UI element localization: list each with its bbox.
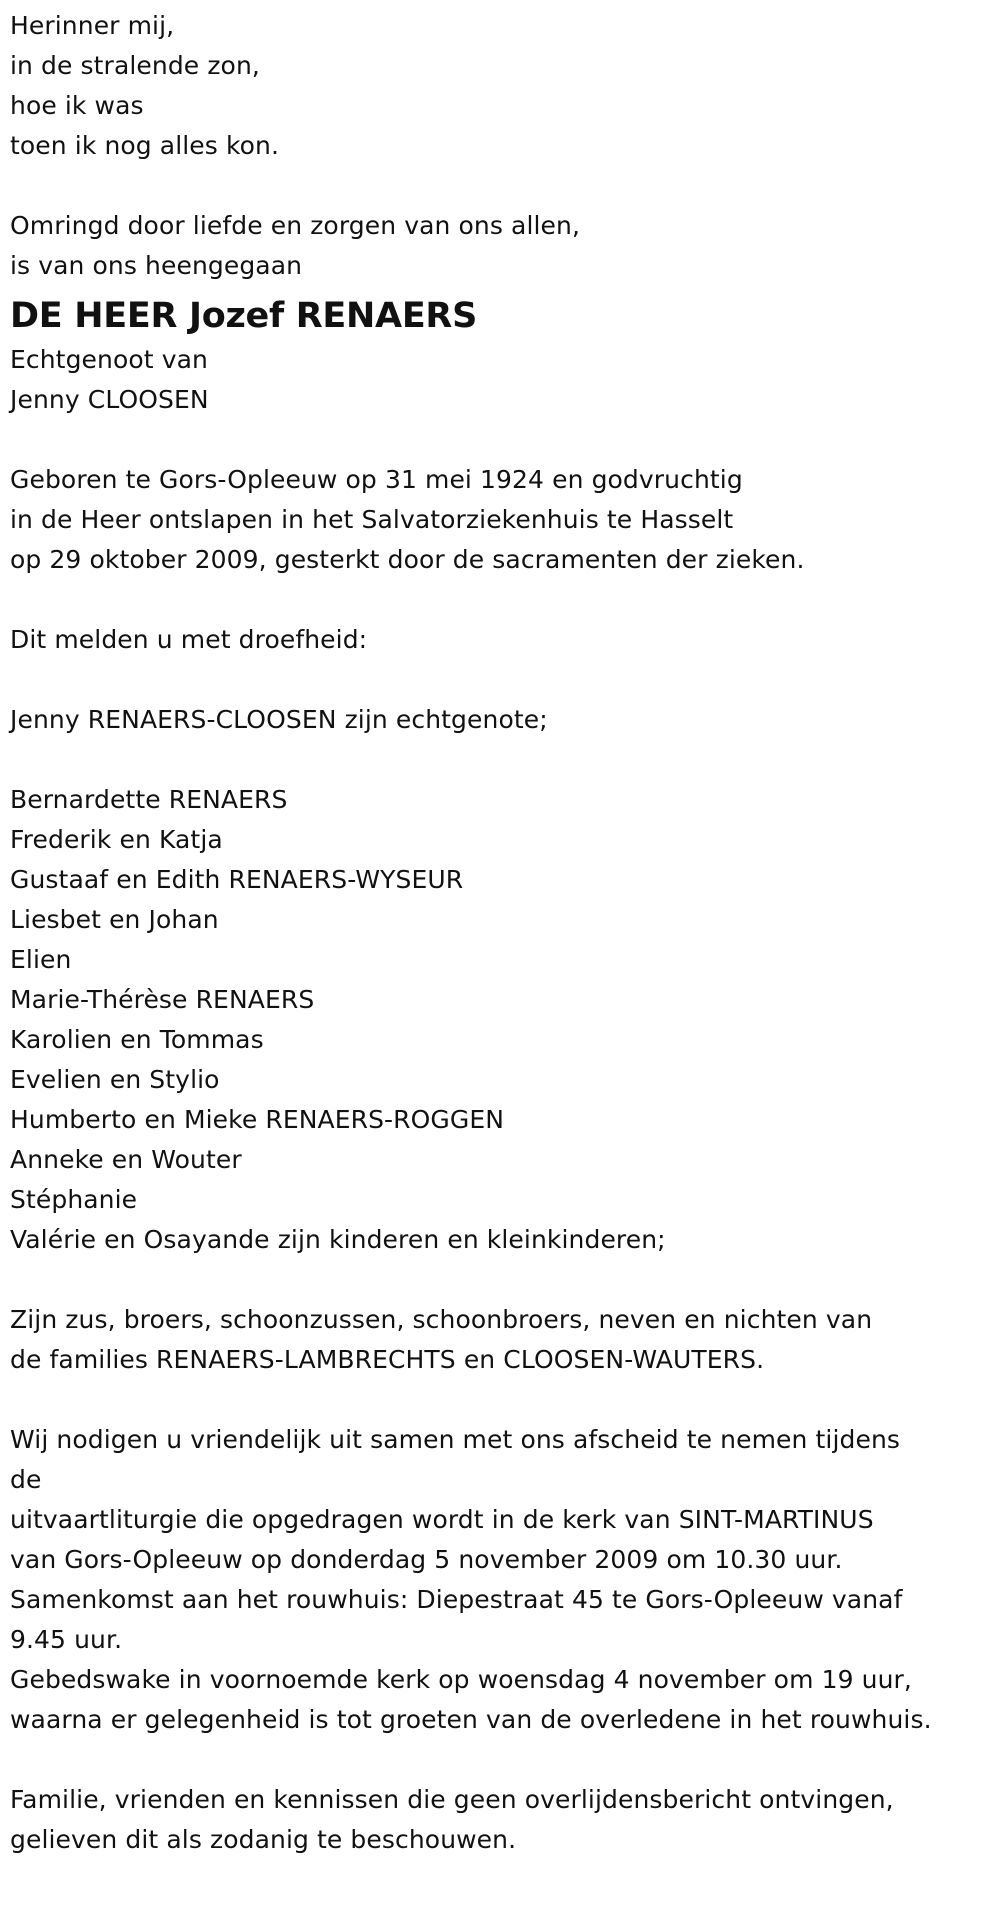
poem-line: hoe ik was [10,91,144,120]
spouse-line: Jenny CLOOSEN [10,385,209,414]
poem-line: Herinner mij, [10,11,175,40]
funeral-invitation [10,1420,990,1740]
spacer [10,1260,990,1300]
spacer [10,660,990,700]
spacer [10,1380,990,1420]
birth-death-line: op 29 oktober 2009, gesterkt door de sacramenten der zieken. [10,545,805,574]
closing-line: gelieven dit als zodanig te beschouwen. [10,1825,517,1854]
invitation-line: Gebedswake in voornoemde kerk op woensdag 4 november om 19 uur, [10,1665,912,1694]
intro [10,206,990,286]
spouse-info [10,340,990,420]
list-item: Evelien en Stylio [10,1065,220,1094]
deceased-name: DE HEER Jozef RENAERS [10,296,477,336]
spouse-line: Echtgenoot van [10,345,208,374]
family-line: Zijn zus, broers, schoonzussen, schoonbroers, neven en nichten van [10,1305,873,1334]
spacer [10,420,990,460]
widow: Jenny RENAERS-CLOOSEN zijn echtgenote; [10,705,548,734]
list-item: Bernardette RENAERS [10,785,288,814]
list-item: Valérie en Osayande zijn kinderen en kleinkinderen; [10,1225,666,1254]
closing-line: Familie, vrienden en kennissen die geen overlijdensbericht ontvingen, [10,1785,894,1814]
list-item: Karolien en Tommas [10,1025,264,1054]
poem [10,6,990,166]
invitation-line: Samenkomst aan het rouwhuis: Diepestraat 45 te Gors-Opleeuw vanaf [10,1585,903,1614]
list-item: Frederik en Katja [10,825,223,854]
spacer [10,166,990,206]
intro-line: is van ons heengegaan [10,251,303,280]
list-item: Humberto en Mieke RENAERS-ROGGEN [10,1105,505,1134]
poem-line: in de stralende zon, [10,51,260,80]
birth-death-line: in de Heer ontslapen in het Salvatorziekenhuis te Hasselt [10,505,734,534]
birth-death-info [10,460,990,580]
spacer [10,740,990,780]
intro-line: Omringd door liefde en zorgen van ons allen, [10,211,581,240]
list-item: Marie-Thérèse RENAERS [10,985,315,1014]
list-item: Stéphanie [10,1185,138,1214]
closing-note [10,1780,990,1860]
invitation-line: 9.45 uur. [10,1625,123,1654]
invitation-line: van Gors-Opleeuw op donderdag 5 november 2009 om 10.30 uur. [10,1545,843,1574]
list-item: Liesbet en Johan [10,905,219,934]
list-item: Elien [10,945,72,974]
extended-family [10,1300,990,1380]
list-item: Gustaaf en Edith RENAERS-WYSEUR [10,865,464,894]
spacer [10,580,990,620]
children-list [10,780,990,1260]
invitation-line: de [10,1465,42,1494]
family-line: de families RENAERS-LAMBRECHTS en CLOOSEN-WAUTERS. [10,1345,765,1374]
announcement: Dit melden u met droefheid: [10,625,368,654]
poem-line: toen ik nog alles kon. [10,131,280,160]
birth-death-line: Geboren te Gors-Opleeuw op 31 mei 1924 en godvruchtig [10,465,743,494]
invitation-line: waarna er gelegenheid is tot groeten van de overledene in het rouwhuis. [10,1705,932,1734]
list-item: Anneke en Wouter [10,1145,242,1174]
spacer [10,1740,990,1780]
invitation-line: Wij nodigen u vriendelijk uit samen met ons afscheid te nemen tijdens [10,1425,901,1454]
invitation-line: uitvaartliturgie die opgedragen wordt in de kerk van SINT-MARTINUS [10,1505,874,1534]
